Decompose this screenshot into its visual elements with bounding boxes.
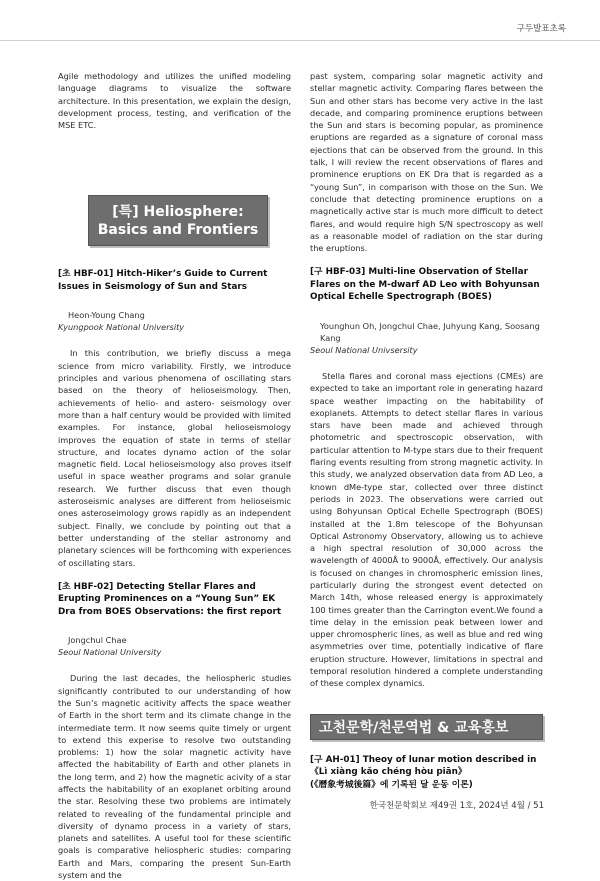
abstract-title-ah01 — [310, 754, 543, 792]
affiliation-hbf01: Kyungpook National University — [58, 322, 185, 333]
abstract-body-hbf03: Stella flares and coronal mass ejections (CMEs) are expected to take an important role in generating hazard space weather impacting on the habitability of exoplanets. Attempts to detect stellar flares in various stars have been made and achieved through photometric and spectroscopic observation, with particular attention to M-type stars due to their frequent flaring events resulting from strong magnetic activity. In this study, we analyzed observation data from AD Leo, a known dMe-type star, collected over three distinct periods in 2023. The observations were carried out using Bohyunsan Optical Echelle Spectrograph (BOES) installed at the 1.8m telescope of the Bohyunsan Optical Astronomy Observatory, allowing us to achieve a high spectral resolution of 30,000 across the wavelength of 4000Å to 9000Å, effectively. Our analysis is focused on changes in chromospheric emission lines, particularly during the strongest event detected on March 14th, whose released energy is approximately 100 times greater than the Carrington event.We found a time delay in the emission peak between lower and upper chromospheric lines, as well as blue and red wing asymmetries over time, potentially indicative of flare eruption structure. However, limitations in spectral and temporal resolution hindered a complete understanding of these complex dynamics. — [310, 370, 543, 689]
left-column — [58, 70, 291, 881]
page-footer: 한국천문학회보 제49권 1호, 2024년 4월 / 51 — [369, 801, 544, 811]
abstract-title-hbf03: [구 HBF-03] Multi-line Observation of Stellar Flares on the M-dwarf AD Leo with Bohyunsan Optical Echelle Spectrograph (BOES) — [310, 267, 540, 303]
section-heading-line2: Basics and Frontiers — [97, 221, 259, 238]
section-heading-astronomy-history: 고천문학/천문역법 & 교육홍보 — [310, 714, 543, 740]
abstract-body-hbf02-continued: past system, comparing solar magnetic activity and stellar magnetic activity. Comparing flares between the Sun and other stars has become very active in the last decade, and comparing prominence eruptions between the Sun and stars is becoming popular, as prominence eruptions are regarded as a signature of coronal mass ejections that can be observed from the ground. In this talk, I will review the recent observations of flares and prominence eruptions on EK Dra that is regarded as a “young Sun”, in comparison with those on the Sun. We conclude that detecting prominence eruptions on a magnetically active star is much more difficult to detect flares, and would require high S/N spectroscopy as well as a reasonable model of radiation on the star during the eruptions. — [310, 71, 543, 254]
intro-paragraph: Agile methodology and utilizes the unified modeling language diagrams to visualize the software architecture. In this presentation, we explain the design, development process, testing, and verification of the MSE ETC. — [58, 71, 291, 131]
abstract-title-ah01-line2: 《Lì xiàng kǎo chéng hòu piān》 — [310, 767, 467, 778]
right-column — [310, 70, 543, 791]
abstract-title-hbf02: [초 HBF-02] Detecting Stellar Flares and Erupting Prominences on a “Young Sun” EK Dra from BOES Observations: the first report — [58, 581, 282, 617]
abstract-body-hbf01: In this contribution, we briefly discuss a mega science from micro variability. Firstly, we introduce principles and various phenomena of oscillating stars based on the theory of helioseismology. Then, achievements of helio- and astero- seismology over more than a half century would be provided with limited examples. For instance, global helioseismology improves the equation of state in terms of stellar structure, and locates dynamo action of the solar magnetic field. Local helioseismology also proves itself useful in space weather programs and solar granule research. We further discuss that even though asteroseismic analyses are different from helioseismic ones asteroseimology grows rapidly as an independent subject. Finally, we conclude by pointing out that a better understanding of the stellar astronomy and planetary sciences will be forthcoming with experiences of oscillating stars. — [58, 348, 291, 568]
abstract-title-hbf01: [초 HBF-01] Hitch-Hiker’s Guide to Current Issues in Seismology of Sun and Stars — [58, 269, 268, 292]
section-heading-heliosphere — [88, 195, 268, 246]
author-hbf01: Heon-Young Chang — [68, 310, 145, 321]
author-hbf03: Younghun Oh, Jongchul Chae, Juhyung Kang, Soosang Kang — [320, 320, 540, 343]
running-header: 구두발표초록 — [516, 24, 566, 34]
section-heading-line1: [특] Heliosphere: — [112, 203, 244, 220]
header-divider — [0, 40, 600, 41]
abstract-title-ah01-line3: (《曆象考城後篇》에 기록된 달 운동 이론) — [310, 779, 473, 790]
affiliation-hbf02: Seoul National University — [58, 647, 162, 658]
author-hbf02: Jongchul Chae — [68, 635, 127, 646]
abstract-body-hbf02: During the last decades, the heliospheric studies significantly contributed to our understanding of how the Sun’s magnetic acitivity affects the space weather of Earth in the short term and its climate change in the intermediate term. It now seems quite timely or urgent to extend this experise to resolve two outstanding problems: 1) how the solar magnetic activity have affected the habitability of Earth and other planets in the long term, and 2) how the magnetic acivity of a star affects the habitability of an exoplanet orbiting around the star. Resolving these two problems are intimately related to revealing of the fundamental principle and diversity of dynamo process in a variety of stars, planets and satellites. A useful tool for these scientific goals is comparative heliospheric studies: comparing Earth and Mars, comparing the present Sun-Earth system and the — [58, 673, 291, 881]
abstract-title-ah01-line1: [구 AH-01] Theoy of lunar motion described in — [310, 754, 537, 765]
affiliation-hbf03: Seoul National Univsersity — [310, 344, 418, 355]
